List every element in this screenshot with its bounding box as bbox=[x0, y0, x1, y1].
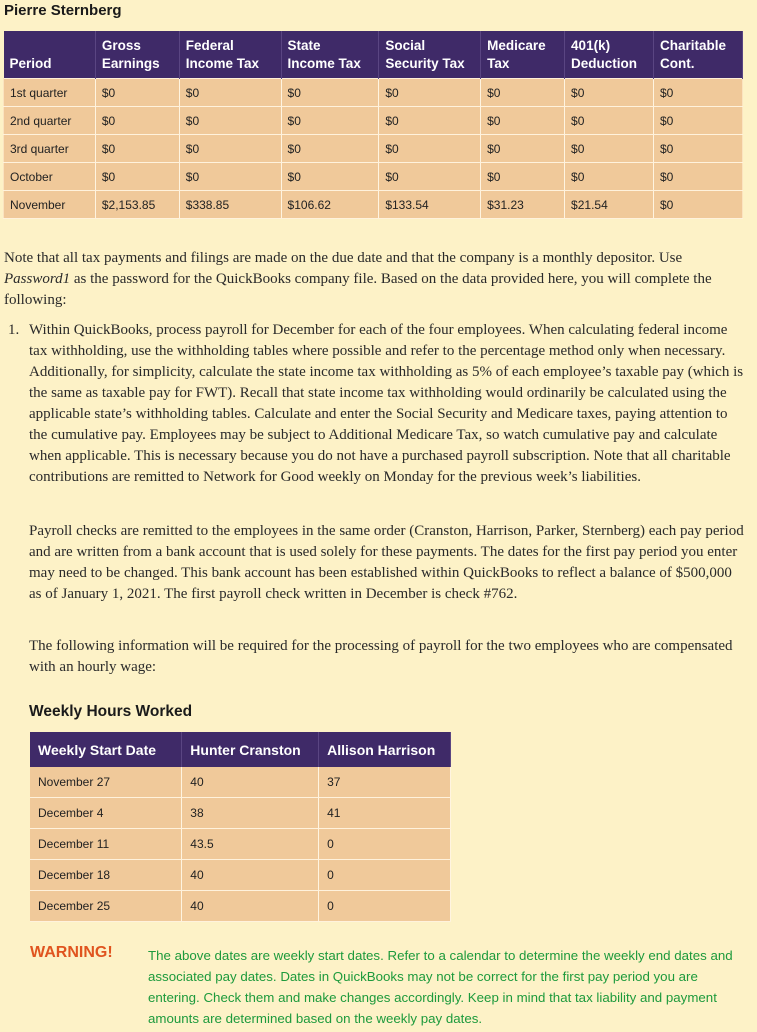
table-cell: $0 bbox=[653, 79, 742, 107]
table-cell: $133.54 bbox=[379, 191, 481, 219]
table-row bbox=[4, 163, 743, 191]
table-cell: $0 bbox=[95, 163, 179, 191]
table-cell: $0 bbox=[179, 107, 281, 135]
table-cell: 40 bbox=[182, 767, 319, 798]
table-row bbox=[30, 829, 451, 860]
table-cell: $0 bbox=[565, 163, 654, 191]
table-cell: $0 bbox=[481, 107, 565, 135]
table-cell: $0 bbox=[565, 79, 654, 107]
table-cell: 41 bbox=[319, 798, 451, 829]
table-cell: 43.5 bbox=[182, 829, 319, 860]
table-cell: 2nd quarter bbox=[4, 107, 96, 135]
intro-line-2a: Use bbox=[658, 250, 683, 266]
table-cell: 40 bbox=[182, 891, 319, 922]
header-allison-harrison: Allison Harrison bbox=[319, 732, 451, 767]
table-cell: October bbox=[4, 163, 96, 191]
table-row bbox=[4, 135, 743, 163]
table-cell: $0 bbox=[481, 79, 565, 107]
table-cell: $0 bbox=[379, 107, 481, 135]
table-row bbox=[30, 860, 451, 891]
table-cell: $0 bbox=[281, 107, 379, 135]
header-social-security-tax: Social Security Tax bbox=[379, 31, 481, 79]
table-cell: $0 bbox=[481, 135, 565, 163]
table-cell: $0 bbox=[481, 163, 565, 191]
table-cell: $0 bbox=[179, 135, 281, 163]
table-row bbox=[30, 798, 451, 829]
table-row bbox=[30, 891, 451, 922]
hours-header-row bbox=[30, 732, 451, 767]
header-gross-earnings: Gross Earnings bbox=[95, 31, 179, 79]
header-hunter-cranston: Hunter Cranston bbox=[182, 732, 319, 767]
table-cell: $0 bbox=[281, 163, 379, 191]
table-cell: December 25 bbox=[30, 891, 182, 922]
table-cell: 38 bbox=[182, 798, 319, 829]
table-cell: $0 bbox=[379, 163, 481, 191]
header-401k-deduction: 401(k) Deduction bbox=[565, 31, 654, 79]
table-cell: $0 bbox=[179, 79, 281, 107]
header-charitable-contribution: Charitable Cont. bbox=[653, 31, 742, 79]
table-cell: $0 bbox=[281, 79, 379, 107]
table-cell: December 11 bbox=[30, 829, 182, 860]
table-row bbox=[4, 191, 743, 219]
password-text: Password1 bbox=[4, 271, 71, 287]
intro-paragraph bbox=[4, 248, 749, 311]
table-cell: $0 bbox=[95, 79, 179, 107]
table-cell: 0 bbox=[319, 891, 451, 922]
table-cell: $0 bbox=[379, 79, 481, 107]
table-row bbox=[30, 767, 451, 798]
table-cell: $0 bbox=[653, 191, 742, 219]
warning-text: The above dates are weekly start dates. Refer to a calendar to determine the weekly end dates and associated pay dates. Dates in QuickBooks may not be correct for the first pay period you are entering. Check them and make changes accordingly. Keep in mind that tax liability and payment amounts are determined based on the weekly pay dates. bbox=[148, 948, 733, 1026]
table-cell: 1st quarter bbox=[4, 79, 96, 107]
header-medicare-tax: Medicare Tax bbox=[481, 31, 565, 79]
table-cell: $0 bbox=[653, 107, 742, 135]
table-cell: November bbox=[4, 191, 96, 219]
table-cell: $0 bbox=[565, 135, 654, 163]
table-cell: $31.23 bbox=[481, 191, 565, 219]
table-cell: 37 bbox=[319, 767, 451, 798]
header-state-income-tax: State Income Tax bbox=[281, 31, 379, 79]
table-cell: $0 bbox=[281, 135, 379, 163]
header-federal-income-tax: Federal Income Tax bbox=[179, 31, 281, 79]
table-cell: $0 bbox=[565, 107, 654, 135]
table-row bbox=[4, 107, 743, 135]
warning-label: WARNING! bbox=[30, 944, 113, 961]
table-cell: $338.85 bbox=[179, 191, 281, 219]
table-cell: December 4 bbox=[30, 798, 182, 829]
table-cell: November 27 bbox=[30, 767, 182, 798]
table-cell: 40 bbox=[182, 860, 319, 891]
table-cell: 3rd quarter bbox=[4, 135, 96, 163]
table-cell: $0 bbox=[653, 135, 742, 163]
earnings-table bbox=[3, 31, 743, 219]
intro-line-1: Note that all tax payments and filings are made on the due date and that the company is a monthly depositor. bbox=[4, 250, 656, 266]
weekly-hours-table bbox=[30, 732, 451, 922]
instruction-text: Within QuickBooks, process payroll for December for each of the four employees. When calculating federal income tax withholding, use the withholding tables where possible and refer to the percentage method only when necessary. Additionally, for simplicity, calculate the state income tax withholding as 5% of each employee’s taxable pay (which is the same as taxable pay for FWT). Recall that state income tax withholding would ordinarily be calculated using the applicable state’s withholding tables. Calculate and enter the Social Security and Medicare taxes, paying attention to the cumulative pay. Employees may be subject to Additional Medicare Tax, so watch cumulative pay and calculate when applicable. This is necessary because you do not have a purchased payroll subscription. Note that all charitable contributions are remitted to Network for Good weekly on Monday for the previous week’s liabilities. bbox=[29, 322, 744, 485]
list-number: 1. bbox=[8, 322, 20, 338]
table-cell: December 18 bbox=[30, 860, 182, 891]
earnings-header-row bbox=[4, 31, 743, 79]
header-period: Period bbox=[4, 31, 96, 79]
table-row bbox=[4, 79, 743, 107]
table-cell: 0 bbox=[319, 860, 451, 891]
payroll-checks-paragraph: Payroll checks are remitted to the employees in the same order (Cranston, Harrison, Parker, Sternberg) each pay period and are written from a bank account that is used solely for these payments. The dates for the first pay period you enter may need to be changed. This bank account has been established within QuickBooks to reflect a balance of $500,000 as of January 1, 2021. The first payroll check written in December is check #762. bbox=[29, 523, 744, 602]
table-cell: $21.54 bbox=[565, 191, 654, 219]
table-cell: $0 bbox=[179, 163, 281, 191]
hourly-info-paragraph: The following information will be required for the processing of payroll for the two employees who are compensated with an hourly wage: bbox=[29, 638, 733, 675]
table-cell: $2,153.85 bbox=[95, 191, 179, 219]
header-weekly-start-date: Weekly Start Date bbox=[30, 732, 182, 767]
table-cell: $0 bbox=[95, 135, 179, 163]
employee-name-heading: Pierre Sternberg bbox=[4, 2, 122, 19]
table-cell: $0 bbox=[653, 163, 742, 191]
table-cell: $106.62 bbox=[281, 191, 379, 219]
table-cell: 0 bbox=[319, 829, 451, 860]
table-cell: $0 bbox=[95, 107, 179, 135]
table-cell: $0 bbox=[379, 135, 481, 163]
hours-heading: Weekly Hours Worked bbox=[29, 703, 193, 720]
intro-line-2b: as the password for the QuickBooks company file. Based on the data provided here, you will complete the following: bbox=[4, 271, 712, 308]
